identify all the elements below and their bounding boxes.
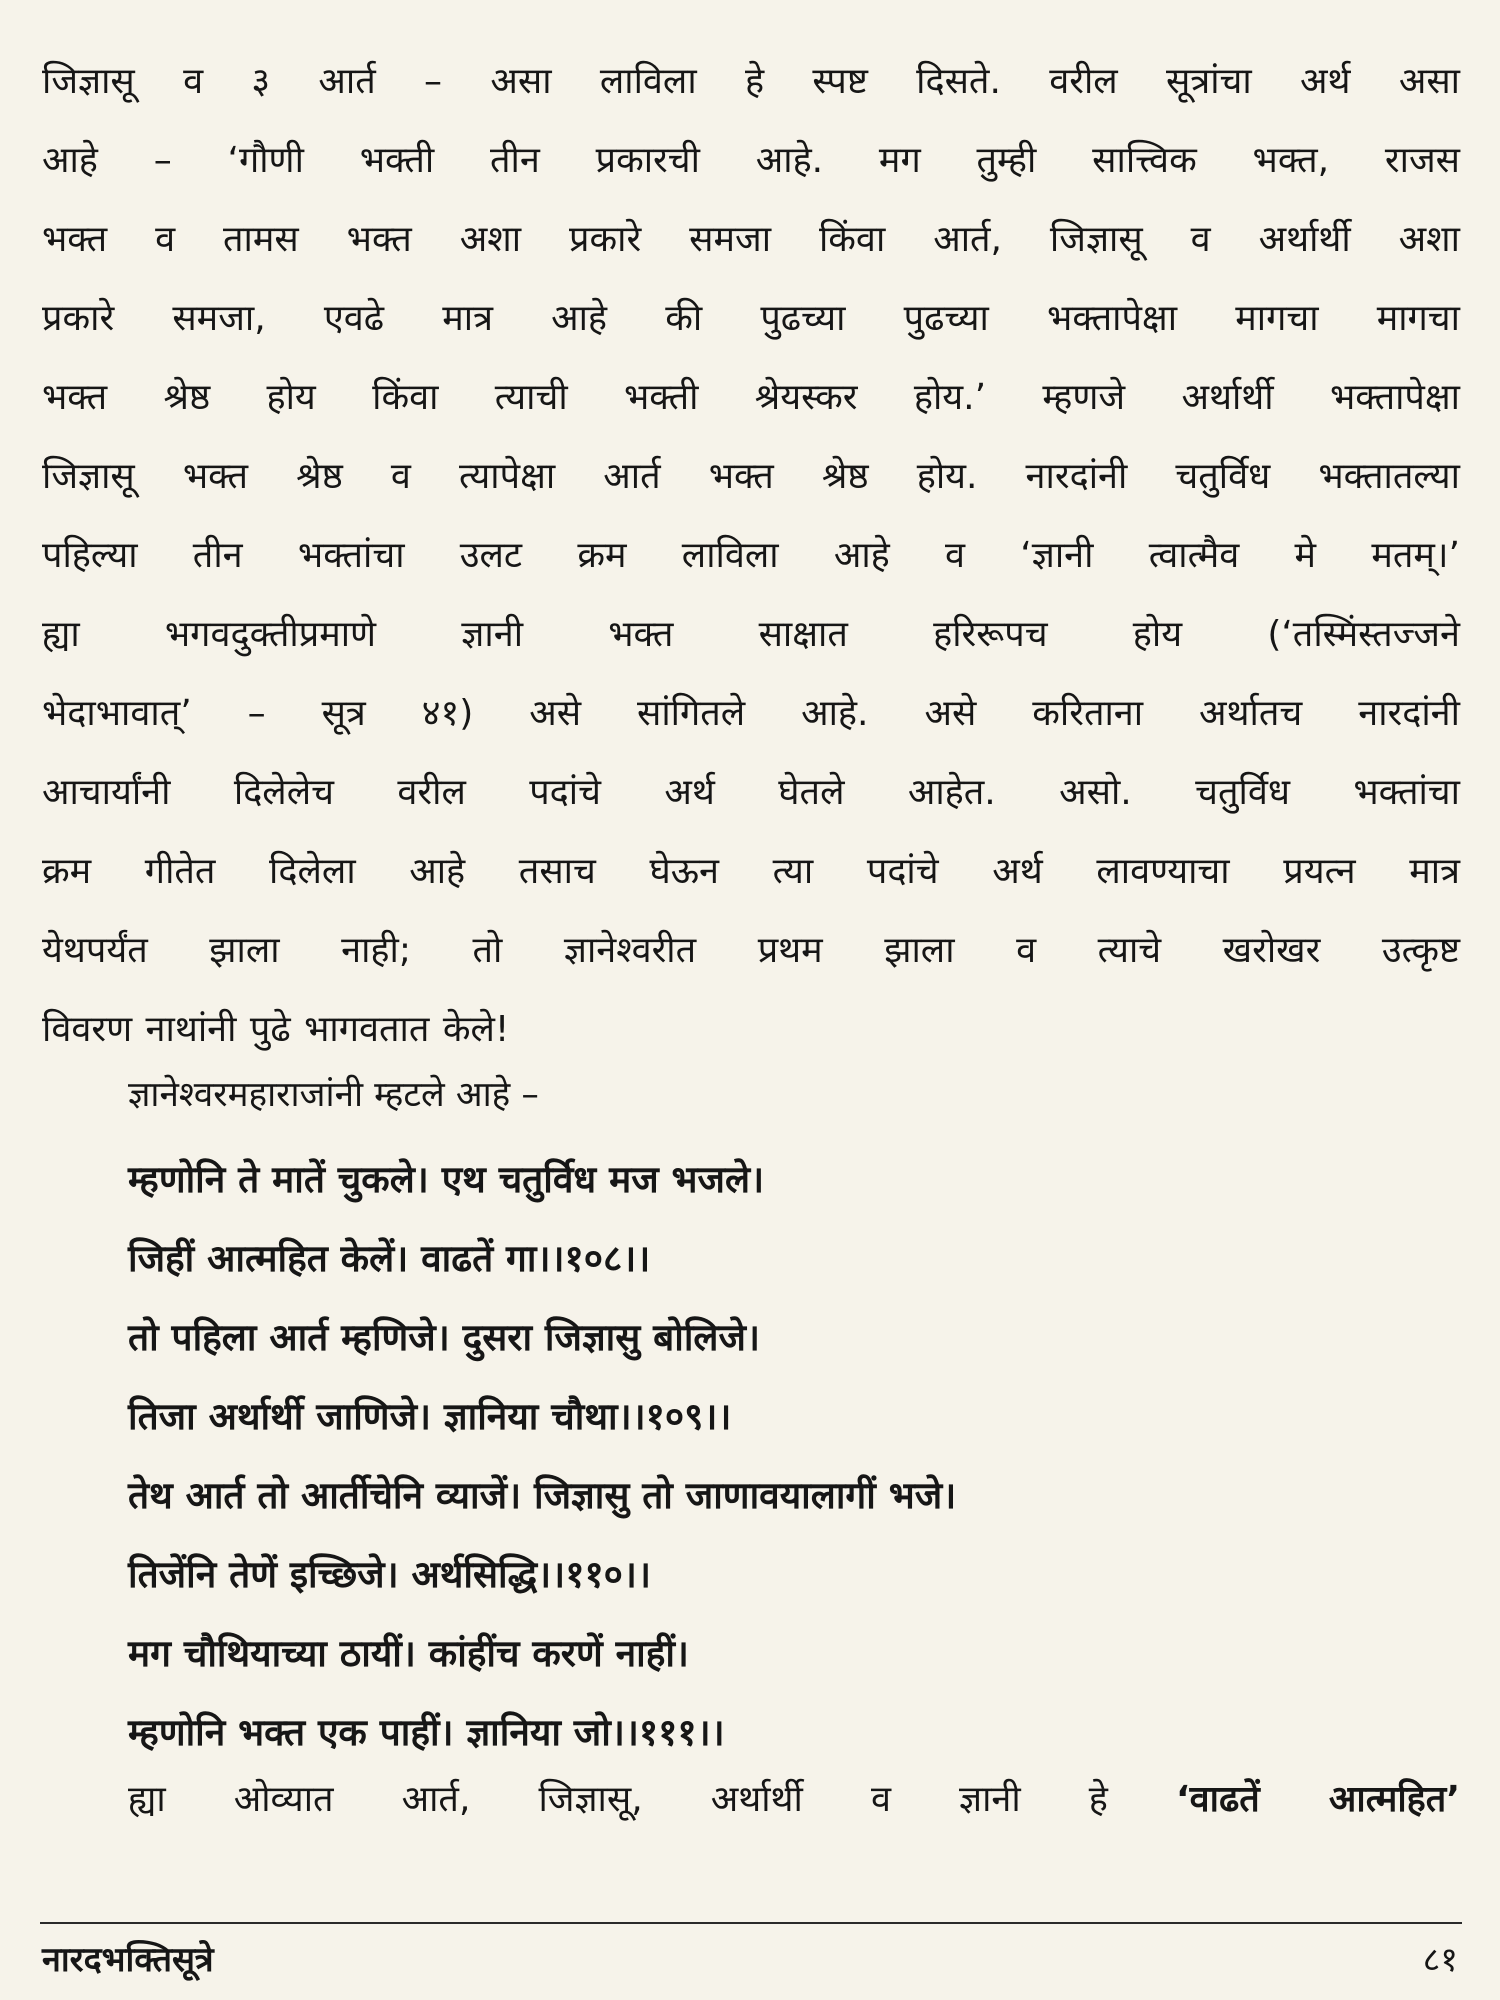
closing-line bbox=[128, 1770, 1460, 1830]
closing-line-text: ह्या ओव्यात आर्त, जिज्ञासू, अर्थार्थी व ज्ञानी हे bbox=[128, 1779, 1108, 1820]
prose-line: विवरण नाथांनी पुढे भागवतात केले! bbox=[42, 1009, 510, 1050]
prose-line: भक्त श्रेष्ठ होय किंवा त्याची भक्ती श्रेयस्कर होय.’ म्हणजे अर्थार्थी भक्तापेक्षा bbox=[42, 377, 1460, 418]
closing-line-emphasis: ‘वाढतें आत्महित’ bbox=[1175, 1779, 1460, 1820]
prose-line: जिज्ञासू व ३ आर्त – असा लाविला हे स्पष्ट दिसते. वरील सूत्रांचा अर्थ असा bbox=[42, 61, 1460, 102]
verse-line: जिहीं आत्महित केलें। वाढतें गा।।१०८।। bbox=[128, 1237, 651, 1280]
verse-intro: ज्ञानेश्वरमहाराजांनी म्हटले आहे – bbox=[128, 1075, 539, 1115]
prose-line: येथपर्यंत झाला नाही; तो ज्ञानेश्वरीत प्रथम झाला व त्याचे खरोखर उत्कृष्ट bbox=[42, 930, 1460, 971]
prose-line: प्रकारे समजा, एवढे मात्र आहे की पुढच्या पुढच्या भक्तापेक्षा मागचा मागचा bbox=[42, 298, 1460, 339]
prose-line: जिज्ञासू भक्त श्रेष्ठ व त्यापेक्षा आर्त भक्त श्रेष्ठ होय. नारदांनी चतुर्विध भक्तातल्या bbox=[42, 456, 1460, 497]
verse-block bbox=[128, 1140, 1468, 1772]
prose-line: भक्त व तामस भक्त अशा प्रकारे समजा किंवा आर्त, जिज्ञासू व अर्थार्थी अशा bbox=[42, 219, 1460, 260]
verse-line: तो पहिला आर्त म्हणिजे। दुसरा जिज्ञासु बोलिजे। bbox=[128, 1316, 760, 1359]
prose-line: पहिल्या तीन भक्तांचा उलट क्रम लाविला आहे व ‘ज्ञानी त्वात्मैव मे मतम्।’ bbox=[42, 535, 1460, 576]
prose-line: ह्या भगवदुक्तीप्रमाणे ज्ञानी भक्त साक्षात हरिरूपच होय (‘तस्मिंस्तज्जने bbox=[42, 614, 1460, 655]
body-paragraph bbox=[42, 42, 1460, 1069]
prose-line: भेदाभावात्’ – सूत्र ४१) असे सांगितले आहे. असे करिताना अर्थातच नारदांनी bbox=[42, 693, 1460, 734]
verse-line: तेथ आर्त तो आर्तीचेनि व्याजें। जिज्ञासु तो जाणावयालागीं भजे। bbox=[128, 1474, 957, 1517]
running-footer-title: नारदभक्तिसूत्रे bbox=[42, 1940, 214, 1980]
verse-line: मग चौथियाच्या ठायीं। कांहींच करणें नाहीं। bbox=[128, 1632, 689, 1675]
prose-line: आचार्यांनी दिलेलेच वरील पदांचे अर्थ घेतले आहेत. असो. चतुर्विध भक्तांचा bbox=[42, 772, 1460, 813]
verse-line: म्हणोनि भक्त एक पाहीं। ज्ञानिया जो।।१११।। bbox=[128, 1711, 725, 1754]
prose-line: आहे – ‘गौणी भक्ती तीन प्रकारची आहे. मग तुम्ही सात्त्विक भक्त, राजस bbox=[42, 140, 1460, 181]
page-number: ८१ bbox=[1422, 1940, 1458, 1980]
prose-line: क्रम गीतेत दिलेला आहे तसाच घेऊन त्या पदांचे अर्थ लावण्याचा प्रयत्न मात्र bbox=[42, 851, 1460, 892]
verse-line: म्हणोनि ते मातें चुकले। एथ चतुर्विध मज भजले। bbox=[128, 1158, 765, 1201]
verse-line: तिजेंनि तेणें इच्छिजे। अर्थसिद्धि।।११०।। bbox=[128, 1553, 651, 1596]
footer-divider bbox=[40, 1922, 1462, 1924]
verse-line: तिजा अर्थार्थी जाणिजे। ज्ञानिया चौथा।।१०९।। bbox=[128, 1395, 732, 1438]
